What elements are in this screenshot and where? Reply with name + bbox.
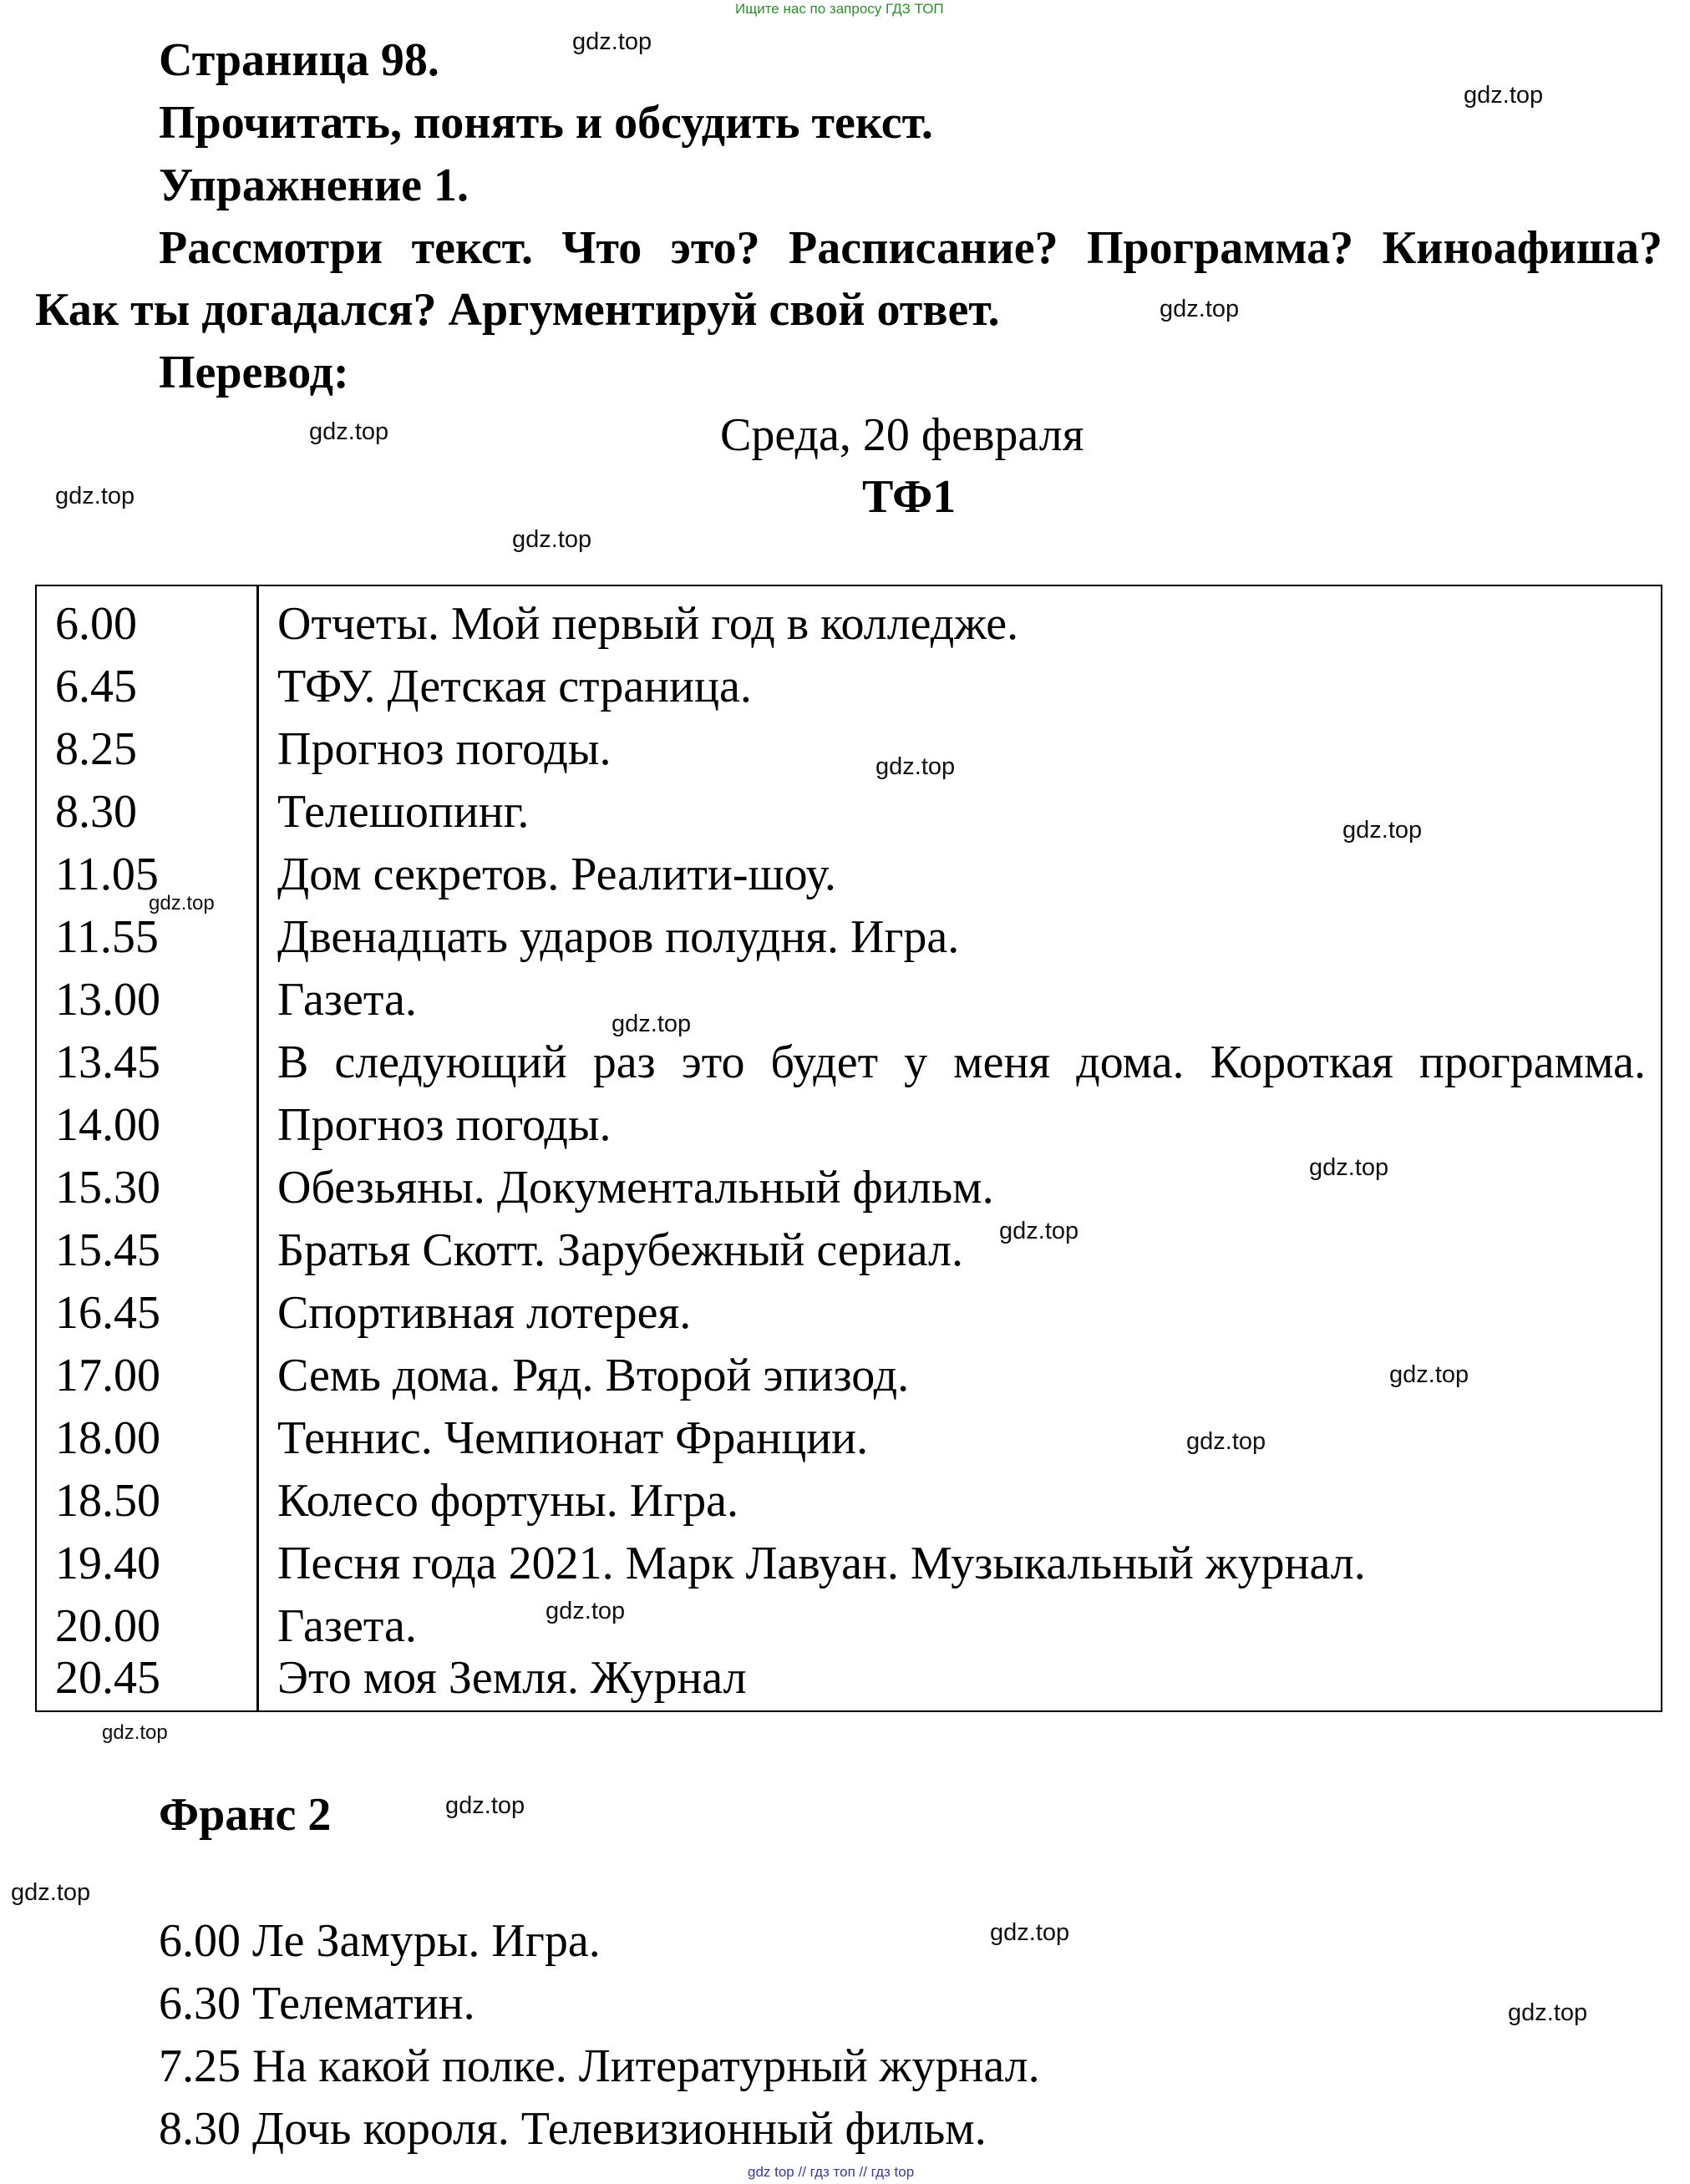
watermark: gdz.top [875, 753, 956, 780]
table-row [37, 656, 1661, 718]
row-program: Прогноз погоды. [277, 723, 612, 775]
list-item: 7.25 На какой полке. Литературный журнал. [159, 2040, 1040, 2092]
row-program: Двенадцать ударов полудня. Игра. [277, 911, 960, 963]
table-row [37, 1533, 1661, 1595]
watermark: gdz.top [1508, 1999, 1588, 2026]
table-row [37, 1154, 1661, 1219]
footer-banner: gdz top // гдз топ // гдз top [748, 2164, 915, 2180]
row-time: 18.00 [55, 1412, 160, 1464]
table-row [37, 969, 1661, 1031]
table-row [37, 844, 1661, 906]
question-line-1: Рассмотри текст. Что это? Расписание? Программа? Киноафиша? [159, 222, 1662, 274]
row-time: 15.30 [55, 1162, 160, 1214]
table-row [37, 718, 1661, 781]
row-program: Песня года 2021. Марк Лавуан. Музыкальный журнал. [277, 1538, 1366, 1589]
watermark: gdz.top [990, 1919, 1070, 1946]
table-row [37, 1031, 1661, 1094]
row-program: Дом секретов. Реалити-шоу. [277, 849, 836, 900]
row-program: Прогноз погоды. [277, 1099, 612, 1151]
watermark: gdz.top [1186, 1428, 1266, 1455]
row-program: Телешопинг. [277, 786, 530, 838]
row-time: 13.45 [55, 1036, 160, 1088]
table-row [37, 1407, 1661, 1470]
row-program: Обезьяны. Документальный фильм. [277, 1162, 994, 1214]
table-row [37, 906, 1661, 969]
row-time: 20.00 [55, 1600, 160, 1652]
watermark: gdz.top [309, 418, 389, 445]
row-time: 20.45 [55, 1652, 160, 1704]
channel-2-title: Франс 2 [159, 1789, 332, 1841]
table-row [37, 1470, 1661, 1533]
row-time: 6.00 [55, 598, 137, 650]
row-time: 11.55 [55, 911, 159, 963]
row-program: Это моя Земля. Журнал [277, 1652, 747, 1704]
row-time: 8.25 [55, 723, 137, 775]
row-time: 8.30 [55, 786, 137, 838]
row-program: Отчеты. Мой первый год в колледже. [277, 598, 1019, 650]
watermark: gdz.top [512, 526, 592, 553]
schedule-table [35, 585, 1662, 1712]
row-program: Теннис. Чемпионат Франции. [277, 1412, 869, 1464]
table-row [37, 1282, 1661, 1345]
row-program: Колесо фортуны. Игра. [277, 1475, 739, 1527]
watermark: gdz.top [999, 1218, 1079, 1244]
row-time: 14.00 [55, 1099, 160, 1151]
table-row [37, 1647, 1661, 1710]
list-item: 6.00 Ле Замуры. Игра. [159, 1915, 601, 1967]
watermark: gdz.top [612, 1011, 692, 1037]
watermark: gdz.top [149, 892, 215, 915]
watermark: gdz.top [1309, 1154, 1389, 1181]
table-row [37, 1094, 1661, 1157]
task-heading: Прочитать, понять и обсудить текст. [159, 97, 933, 149]
row-time: 19.40 [55, 1538, 160, 1589]
row-time: 15.45 [55, 1224, 160, 1276]
channel-1-title: ТФ1 [862, 471, 957, 523]
row-program: Газета. [277, 1600, 417, 1652]
exercise-heading: Упражнение 1. [159, 160, 469, 211]
row-program: Семь дома. Ряд. Второй эпизод. [277, 1350, 910, 1401]
schedule-date: Среда, 20 февраля [720, 409, 1084, 461]
page-title: Страница 98. [159, 34, 439, 86]
watermark: gdz.top [572, 28, 652, 55]
search-banner: Ищите нас по запросу ГДЗ ТОП [735, 1, 944, 17]
translation-label: Перевод: [159, 347, 349, 398]
row-program: Братья Скотт. Зарубежный сериал. [277, 1224, 963, 1276]
watermark: gdz.top [1342, 817, 1423, 844]
row-program: ТФУ. Детская страница. [277, 661, 752, 712]
row-program: Газета. [277, 974, 417, 1026]
watermark: gdz.top [55, 483, 135, 509]
watermark: gdz.top [1160, 296, 1240, 322]
list-item: 8.30 Дочь короля. Телевизионный фильм. [159, 2103, 987, 2155]
row-program: В следующий раз это будет у меня дома. Короткая программа. [277, 1036, 1646, 1088]
row-time: 17.00 [55, 1350, 160, 1401]
row-time: 6.45 [55, 661, 137, 712]
question-line-2: Как ты догадался? Аргументируй свой ответ. [35, 284, 1000, 336]
table-row [37, 593, 1661, 656]
row-time: 13.00 [55, 974, 160, 1026]
watermark: gdz.top [11, 1879, 91, 1906]
watermark: gdz.top [1464, 82, 1544, 109]
watermark: gdz.top [445, 1792, 525, 1819]
list-item: 6.30 Телематин. [159, 1978, 475, 2029]
watermark: gdz.top [1389, 1361, 1469, 1388]
row-program: Спортивная лотерея. [277, 1287, 692, 1339]
table-row [37, 1219, 1661, 1282]
row-time: 18.50 [55, 1475, 160, 1527]
watermark: gdz.top [546, 1598, 626, 1624]
row-time: 16.45 [55, 1287, 160, 1339]
watermark: gdz.top [102, 1721, 168, 1744]
row-time: 11.05 [55, 849, 159, 900]
